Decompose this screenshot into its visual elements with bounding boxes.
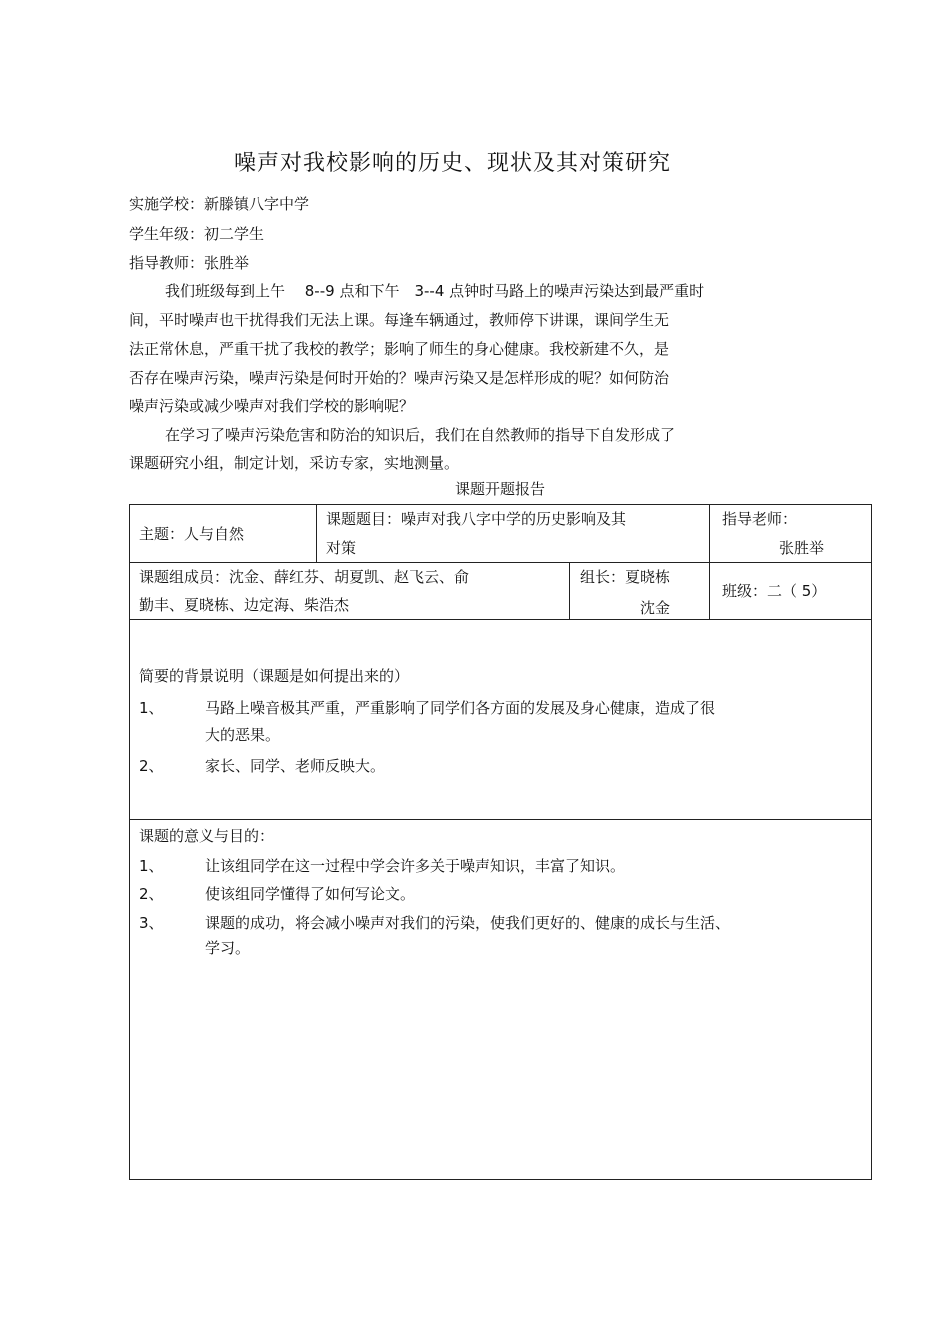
table-divider: [709, 504, 710, 619]
theme-cell: 主题：人与自然: [139, 525, 245, 543]
background-item-text: 大的恶果。: [205, 726, 281, 744]
members-cell-line1: 课题组成员：沈金、薛红芬、胡夏凯、赵飞云、俞: [139, 568, 470, 586]
intro-line: 法正常休息，严重干扰了我校的教学；影响了师生的身心健康。我校新建不久，是: [129, 340, 670, 358]
topic-cell-line2: 对策: [326, 539, 357, 557]
leader-cell-line1: 组长：夏晓栋: [580, 568, 671, 586]
background-item-number: 2、: [139, 757, 164, 775]
intro-line: 在学习了噪声污染危害和防治的知识后，我们在自然教师的指导下自发形成了: [165, 426, 676, 444]
school-line: 实施学校：新滕镇八字中学: [129, 195, 310, 213]
intro-line: 间，平时噪声也干扰得我们无法上课。每逢车辆通过，教师停下讲课，课间学生无: [129, 311, 670, 329]
report-caption: 课题开题报告: [454, 480, 545, 498]
background-heading: 简要的背景说明（课题是如何提出来的）: [139, 667, 410, 685]
intro-line: 我们班级每到上午 8--9 点和下午 3--4 点钟时马路上的噪声污染达到最严重时: [165, 282, 705, 300]
table-divider: [569, 562, 570, 619]
purpose-item-text: 让该组同学在这一过程中学会许多关于噪声知识，丰富了知识。: [205, 857, 626, 875]
purpose-item-number: 1、: [139, 857, 164, 875]
purpose-item-text: 课题的成功，将会减小噪声对我们的污染，使我们更好的、健康的成长与生活、: [205, 914, 731, 932]
purpose-item-number: 2、: [139, 885, 164, 903]
intro-line: 否存在噪声污染，噪声污染是何时开始的？噪声污染又是怎样形成的呢？如何防治: [129, 369, 670, 387]
intro-line: 噪声污染或减少噪声对我们学校的影响呢？: [129, 397, 415, 415]
intro-line: 课题研究小组，制定计划，采访专家，实地测量。: [129, 454, 460, 472]
background-item-text: 马路上噪音极其严重，严重影响了同学们各方面的发展及身心健康，造成了很: [205, 699, 716, 717]
page-title: 噪声对我校影响的历史、现状及其对策研究: [233, 151, 671, 176]
background-item-text: 家长、同学、老师反映大。: [205, 757, 386, 775]
teacher-line: 指导教师：张胜举: [129, 254, 250, 272]
table-divider: [129, 562, 872, 563]
members-cell-line2: 勤丰、夏晓栋、边定海、柴浩杰: [139, 596, 350, 614]
grade-line: 学生年级：初二学生: [129, 225, 265, 243]
background-item-number: 1、: [139, 699, 164, 717]
advisor-label: 指导老师：: [722, 510, 798, 528]
class-cell: 班级：二（ 5）: [722, 582, 827, 600]
advisor-name: 张胜举: [779, 539, 825, 557]
purpose-heading: 课题的意义与目的：: [139, 827, 275, 845]
table-divider: [316, 504, 317, 562]
purpose-item-text: 学习。: [205, 939, 251, 957]
table-divider: [129, 819, 872, 820]
table-divider: [129, 619, 872, 620]
topic-cell-line1: 课题题目：噪声对我八字中学的历史影响及其: [326, 510, 627, 528]
purpose-item-text: 使该组同学懂得了如何写论文。: [205, 885, 416, 903]
leader-cell-line2: 沈金: [640, 599, 671, 617]
purpose-item-number: 3、: [139, 914, 164, 932]
